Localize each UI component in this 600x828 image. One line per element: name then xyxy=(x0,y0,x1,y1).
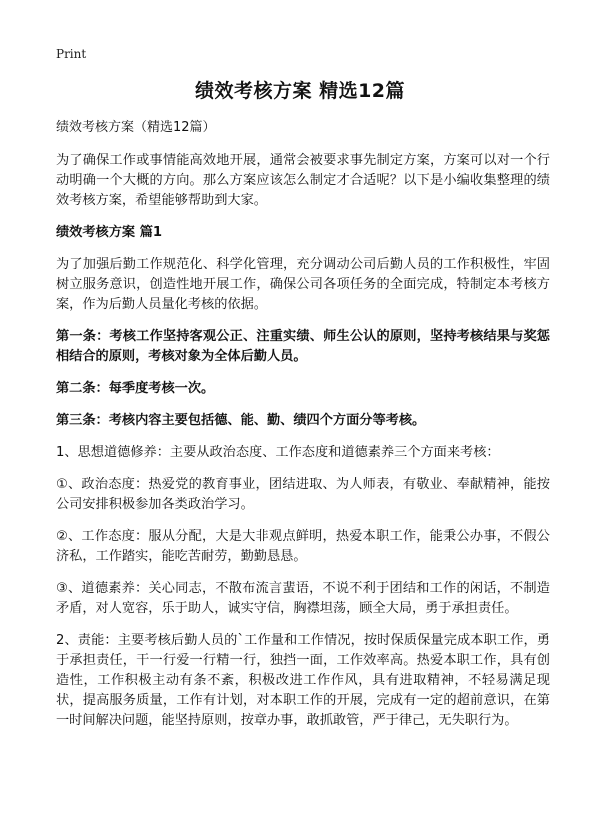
section-paragraph: 为了加强后勤工作规范化、科学化管理，充分调动公司后勤人员的工作积极性，牢固树立服务意识，创造性地开展工作，确保公司各项任务的全面完成，特制定本考核方案，作为后勤人员量化考核的依据。 xyxy=(56,257,550,312)
print-link[interactable]: Print xyxy=(56,47,87,61)
document-body xyxy=(56,118,550,743)
document-subtitle: 绩效考核方案（精选12篇） xyxy=(56,120,216,135)
article-2: 第二条：每季度考核一次。 xyxy=(56,381,215,396)
article-3: 第三条：考核内容主要包括德、能、勤、绩四个方面分等考核。 xyxy=(56,413,426,428)
item-1-a: ①、政治态度：热爱党的教育事业，团结进取、为人师表，有敬业、奉献精神，能按公司安排积极参加各类政治学习。 xyxy=(56,477,550,512)
article-1: 第一条：考核工作坚持客观公正、注重实绩、师生公认的原则，坚持考核结果与奖惩相结合的原则，考核对象为全体后勤人员。 xyxy=(56,329,550,364)
section-heading: 绩效考核方案 篇1 xyxy=(56,225,163,240)
document-title: 绩效考核方案 精选12篇 xyxy=(194,80,406,102)
item-1: 1、思想道德修养：主要从政治态度、工作态度和道德素养三个方面来考核： xyxy=(56,445,500,460)
intro-paragraph: 为了确保工作或事情能高效地开展，通常会被要求事先制定方案，方案可以对一个行动明确一个大概的方向。那么方案应该怎么制定才合适呢？以下是小编收集整理的绩效考核方案，希望能够帮助到大家。 xyxy=(56,153,550,208)
item-1-b: ②、工作态度：服从分配，大是大非观点鲜明，热爱本职工作，能秉公办事，不假公济私，工作踏实，能吃苦耐劳，勤勤恳恳。 xyxy=(56,529,550,564)
item-2: 2、责能：主要考核后勤人员的`工作量和工作情况，按时保质保量完成本职工作，勇于承担责任，干一行爱一行精一行，独挡一面，工作效率高。热爱本职工作，具有创造性，工作积极主动有条不紊，积极改进工作作风，具有进取精神，不轻易满足现状，提高服务质量，工作有计划，对本职工作的开展，完成有一定的超前意识，在第一时间解决问题，能坚持原则，按章办事，敢抓敢管，严于律己，无失职行为。 xyxy=(56,633,550,728)
item-1-c: ③、道德素养：关心同志，不散布流言蜚语，不说不利于团结和工作的闲话，不制造矛盾，对人宽容，乐于助人，诚实守信，胸襟坦荡，顾全大局，勇于承担责任。 xyxy=(56,581,550,616)
